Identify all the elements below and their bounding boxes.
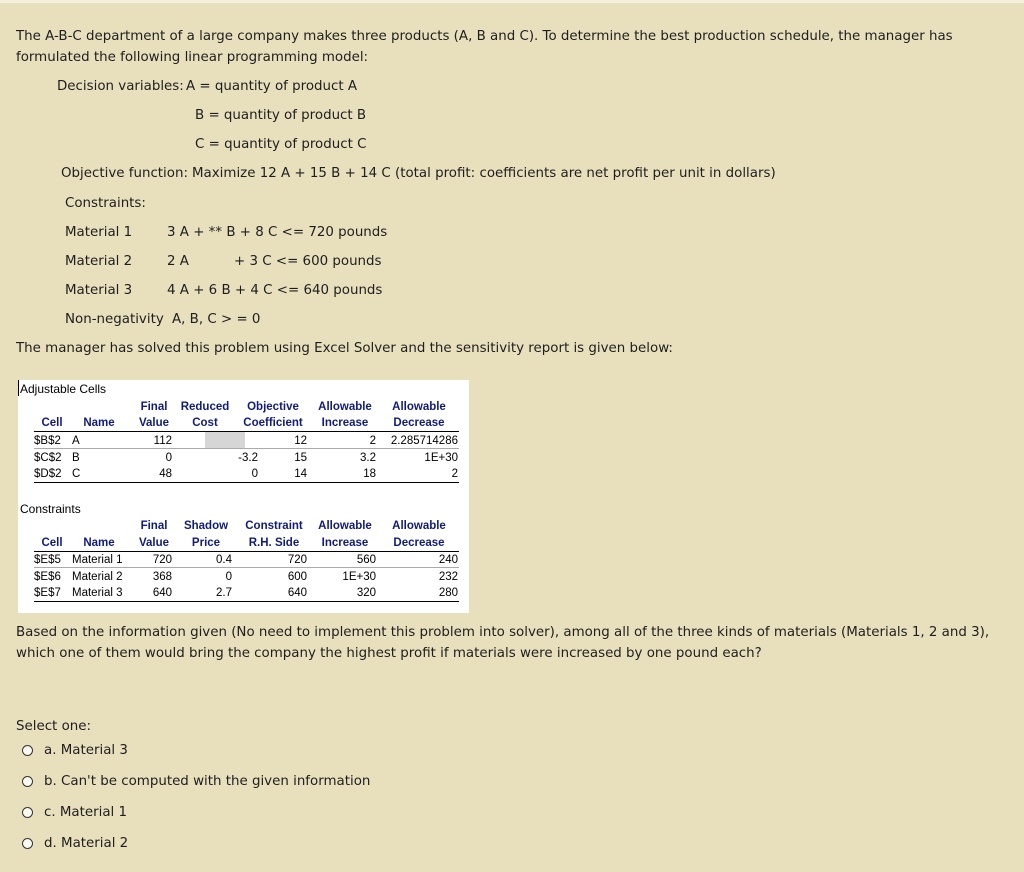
adjustable-cells-title: Adjustable Cells bbox=[20, 382, 107, 396]
header-increase: Increase bbox=[321, 417, 369, 429]
objective-label: Objective function: bbox=[61, 166, 188, 181]
allowable-increase: 3.2 bbox=[360, 452, 376, 464]
row-divider bbox=[34, 448, 459, 449]
variable-b: B = quantity of product B bbox=[195, 108, 367, 123]
header-value: Value bbox=[138, 417, 170, 429]
header-rhs: R.H. Side bbox=[248, 537, 300, 549]
header-allowable: Allowable bbox=[318, 401, 372, 413]
header-allowable: Allowable bbox=[392, 401, 446, 413]
decision-variables-label: Decision variables: bbox=[57, 79, 184, 94]
non-negativity-label: Non-negativity bbox=[65, 312, 164, 327]
table-bottom-line bbox=[34, 482, 459, 483]
header-name: Name bbox=[83, 417, 115, 429]
variable-a: A = quantity of product A bbox=[186, 79, 358, 94]
constraint-rhs: 600 bbox=[287, 571, 307, 583]
objective-coefficient: 14 bbox=[294, 468, 307, 480]
constraints-title: Constraints bbox=[20, 502, 81, 516]
final-value: 0 bbox=[165, 452, 172, 464]
constraint-rhs: 720 bbox=[287, 554, 307, 566]
variable-c: C = quantity of product C bbox=[195, 137, 367, 152]
constraint-expression: 2 A bbox=[167, 254, 189, 269]
select-one-label: Select one: bbox=[16, 719, 91, 734]
non-negativity-expression: A, B, C > = 0 bbox=[172, 312, 261, 327]
radio-button[interactable] bbox=[22, 807, 33, 818]
objective-coefficient: 12 bbox=[294, 435, 307, 447]
header-cell: Cell bbox=[41, 537, 63, 549]
header-value: Value bbox=[138, 537, 170, 549]
header-decrease: Decrease bbox=[393, 417, 445, 429]
top-border bbox=[0, 0, 1024, 3]
allowable-decrease: 240 bbox=[438, 554, 458, 566]
radio-button[interactable] bbox=[22, 776, 33, 787]
constraint-name: Material 3 bbox=[65, 283, 133, 298]
constraint-name: Material 2 bbox=[65, 254, 133, 269]
header-divider bbox=[34, 431, 459, 432]
header-final: Final bbox=[140, 520, 168, 532]
header-reduced: Reduced bbox=[180, 401, 230, 413]
reduced-cost: 0 bbox=[251, 468, 258, 480]
constraints-label: Constraints: bbox=[65, 196, 146, 211]
cell-ref: $D$2 bbox=[34, 468, 62, 480]
radio-button[interactable] bbox=[22, 838, 33, 849]
header-increase: Increase bbox=[321, 537, 369, 549]
header-allowable: Allowable bbox=[318, 520, 372, 532]
final-value: 720 bbox=[152, 554, 172, 566]
allowable-increase: 320 bbox=[356, 587, 376, 599]
option-label: b. Can't be computed with the given information bbox=[44, 774, 371, 789]
cell-ref: $E$7 bbox=[34, 587, 61, 599]
header-constraint: Constraint bbox=[245, 520, 303, 532]
cell-ref: $B$2 bbox=[34, 435, 61, 447]
header-price: Price bbox=[191, 537, 221, 549]
allowable-increase: 18 bbox=[363, 468, 376, 480]
header-divider bbox=[34, 551, 459, 552]
header-coefficient: Coefficient bbox=[243, 417, 303, 429]
table-bottom-line bbox=[34, 601, 459, 602]
allowable-increase: 2 bbox=[369, 435, 376, 447]
cell-ref: $C$2 bbox=[34, 452, 62, 464]
cell-name: Material 2 bbox=[72, 571, 123, 583]
header-cell: Cell bbox=[41, 417, 63, 429]
option-b[interactable] bbox=[22, 773, 422, 795]
option-a[interactable] bbox=[22, 742, 422, 764]
header-shadow: Shadow bbox=[183, 520, 229, 532]
shadow-price: 0.4 bbox=[216, 554, 232, 566]
cell-name: Material 3 bbox=[72, 587, 123, 599]
cell-ref: $E$5 bbox=[34, 554, 61, 566]
sensitivity-report bbox=[18, 380, 469, 613]
question-intro: The A-B-C department of a large company makes three products (A, B and C). To determine the best production schedule, the manager has formulated the following linear programming model: bbox=[16, 29, 953, 65]
radio-button[interactable] bbox=[22, 745, 33, 756]
objective-coefficient: 15 bbox=[294, 452, 307, 464]
cell-name: A bbox=[72, 435, 80, 447]
allowable-decrease: 2 bbox=[451, 468, 458, 480]
constraint-name: Material 1 bbox=[65, 225, 133, 240]
header-cost: Cost bbox=[192, 417, 218, 429]
constraint-expression: 3 A + ** B + 8 C <= 720 pounds bbox=[167, 225, 388, 240]
gray-cell bbox=[205, 432, 245, 448]
allowable-decrease: 2.285714286 bbox=[390, 435, 458, 447]
objective-function: Maximize 12 A + 15 B + 14 C (total profit: coefficients are net profit per unit in dollars) bbox=[192, 166, 776, 181]
final-value: 368 bbox=[152, 571, 172, 583]
row-divider bbox=[34, 567, 459, 568]
allowable-decrease: 232 bbox=[438, 571, 458, 583]
cell-name: Material 1 bbox=[72, 554, 123, 566]
option-label: c. Material 1 bbox=[44, 805, 128, 820]
header-objective: Objective bbox=[247, 401, 299, 413]
option-label: d. Material 2 bbox=[44, 836, 129, 851]
allowable-increase: 1E+30 bbox=[342, 571, 376, 583]
option-label: a. Material 3 bbox=[44, 743, 128, 758]
constraint-rhs: 640 bbox=[287, 587, 307, 599]
solved-text: The manager has solved this problem using Excel Solver and the sensitivity report is given below: bbox=[16, 341, 673, 356]
cell-name: B bbox=[72, 452, 80, 464]
report-corner-line bbox=[18, 380, 19, 396]
final-value: 112 bbox=[153, 435, 172, 447]
header-name: Name bbox=[83, 537, 115, 549]
header-allowable: Allowable bbox=[392, 520, 446, 532]
reduced-cost: -3.2 bbox=[238, 452, 258, 464]
constraint-expression: 4 A + 6 B + 4 C <= 640 pounds bbox=[167, 283, 383, 298]
cell-name: C bbox=[72, 468, 81, 480]
question-prompt: Based on the information given (No need to implement this problem into solver), among all of the three kinds of materials (Materials 1, 2 and 3), which one of them would bring the company the highest profit if materials were increased by one pound each? bbox=[16, 625, 990, 661]
allowable-increase: 560 bbox=[356, 554, 376, 566]
option-c[interactable] bbox=[22, 804, 422, 826]
cell-ref: $E$6 bbox=[34, 571, 61, 583]
final-value: 48 bbox=[159, 468, 172, 480]
shadow-price: 2.7 bbox=[216, 587, 232, 599]
final-value: 640 bbox=[152, 587, 172, 599]
header-final: Final bbox=[140, 401, 168, 413]
option-d[interactable] bbox=[22, 835, 422, 857]
constraint-expression-rhs: + 3 C <= 600 pounds bbox=[234, 254, 382, 269]
header-decrease: Decrease bbox=[393, 537, 445, 549]
shadow-price: 0 bbox=[225, 571, 232, 583]
allowable-decrease: 280 bbox=[438, 587, 458, 599]
allowable-decrease: 1E+30 bbox=[424, 452, 458, 464]
